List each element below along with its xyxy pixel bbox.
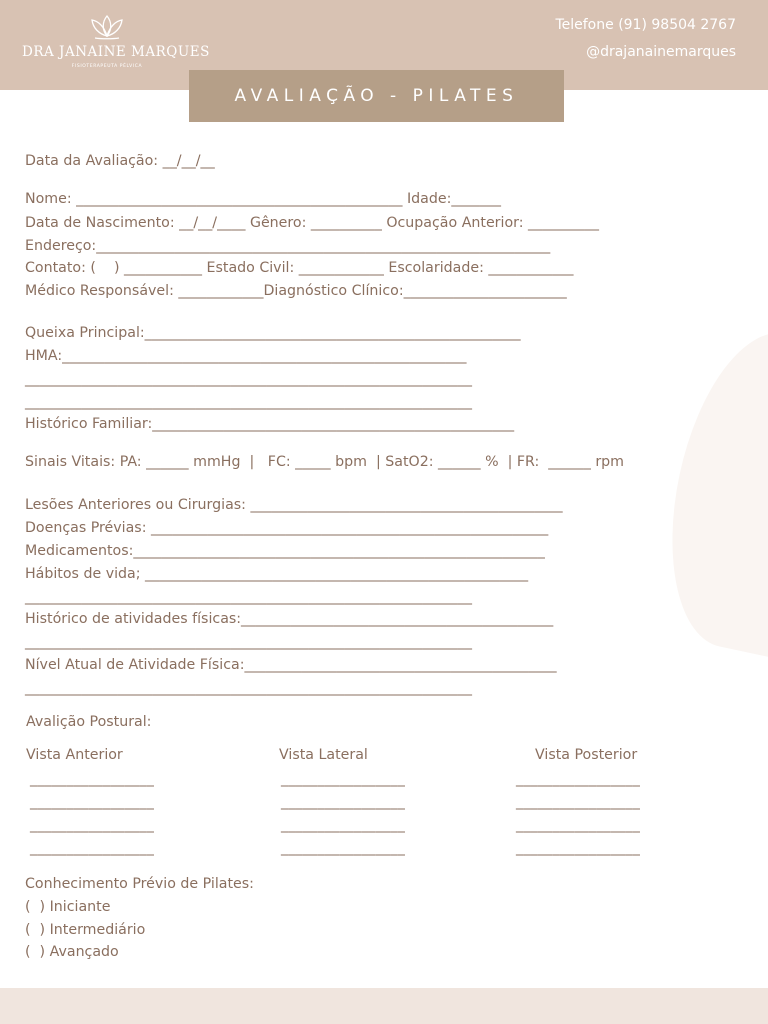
vista-lateral-line[interactable]: _________________ (281, 771, 405, 787)
field-data-avaliacao[interactable]: Data da Avaliação: __/__/__ (25, 153, 215, 169)
option-intermediario[interactable]: ( ) Intermediário (25, 922, 146, 938)
vista-anterior-label: Vista Anterior (26, 747, 123, 763)
logo-name: DRA JANAINE MARQUES (22, 44, 210, 60)
decorative-shape (646, 318, 768, 662)
vista-posterior-label: Vista Posterior (535, 747, 638, 763)
field-nome[interactable]: Nome: ______________________________________________ Idade:_______ (25, 191, 502, 207)
option-iniciante[interactable]: ( ) Iniciante (25, 899, 111, 915)
instagram-handle: @drajanainemarques (586, 44, 736, 60)
field-atividades-line2[interactable]: _______________________________________________________________ (25, 634, 472, 650)
vista-lateral-line[interactable]: _________________ (281, 840, 405, 856)
vista-anterior-line[interactable]: _________________ (30, 794, 154, 810)
field-nivel-line2[interactable]: _______________________________________________________________ (25, 680, 472, 696)
pilates-heading: Conhecimento Prévio de Pilates: (25, 876, 254, 892)
vista-lateral-line[interactable]: _________________ (281, 817, 405, 833)
vista-anterior-line[interactable]: _________________ (30, 840, 154, 856)
phone-text: Telefone (91) 98504 2767 (555, 17, 736, 33)
option-avancado[interactable]: ( ) Avançado (25, 944, 119, 960)
page-title: AVALIAÇÃO - PILATES (234, 86, 519, 106)
field-nivel-atual[interactable]: Nível Atual de Atividade Física:____________________________________________ (25, 657, 557, 673)
vista-posterior-line[interactable]: _________________ (516, 771, 640, 787)
field-doencas[interactable]: Doenças Prévias: ________________________________________________________ (25, 520, 549, 536)
postural-heading: Avalição Postural: (26, 714, 152, 730)
field-endereco[interactable]: Endereço:________________________________________________________________ (25, 238, 551, 254)
field-nascimento[interactable]: Data de Nascimento: __/__/____ Gênero: __________ Ocupação Anterior: __________ (25, 215, 599, 231)
field-contato[interactable]: Contato: ( ) ___________ Estado Civil: ____________ Escolaridade: ____________ (25, 260, 574, 276)
logo-subtitle: FISIOTERAPEUTA PÉLVICA (71, 64, 143, 69)
title-box (189, 70, 564, 122)
field-historico-familiar[interactable]: Histórico Familiar:___________________________________________________ (25, 416, 515, 432)
field-medicamentos[interactable]: Medicamentos:__________________________________________________________ (25, 543, 545, 559)
field-queixa[interactable]: Queixa Principal:_____________________________________________________ (25, 325, 521, 341)
vista-posterior-line[interactable]: _________________ (516, 840, 640, 856)
vista-posterior-line[interactable]: _________________ (516, 817, 640, 833)
vista-anterior-line[interactable]: _________________ (30, 817, 154, 833)
field-medico[interactable]: Médico Responsável: ____________Diagnóstico Clínico:_______________________ (25, 283, 567, 299)
logo (22, 12, 210, 69)
vista-lateral-line[interactable]: _________________ (281, 794, 405, 810)
field-atividades[interactable]: Histórico de atividades físicas:____________________________________________ (25, 611, 554, 627)
field-sinais-vitais[interactable]: Sinais Vitais: PA: ______ mmHg | FC: _____ bpm | SatO2: ______ % | FR: ______ rpm (25, 454, 624, 470)
field-hma-line3[interactable]: _______________________________________________________________ (25, 394, 472, 410)
field-hma[interactable]: HMA:_________________________________________________________ (25, 348, 467, 364)
vista-anterior-line[interactable]: _________________ (30, 771, 154, 787)
footer-band (0, 988, 768, 1024)
vista-posterior-line[interactable]: _________________ (516, 794, 640, 810)
contact-info (555, 12, 736, 66)
field-lesoes[interactable]: Lesões Anteriores ou Cirurgias: ____________________________________________ (25, 497, 563, 513)
vista-lateral-label: Vista Lateral (279, 747, 368, 763)
field-habitos-line2[interactable]: _______________________________________________________________ (25, 589, 472, 605)
field-hma-line2[interactable]: _______________________________________________________________ (25, 371, 472, 387)
field-habitos[interactable]: Hábitos de vida; ______________________________________________________ (25, 566, 529, 582)
lotus-icon (81, 12, 133, 42)
